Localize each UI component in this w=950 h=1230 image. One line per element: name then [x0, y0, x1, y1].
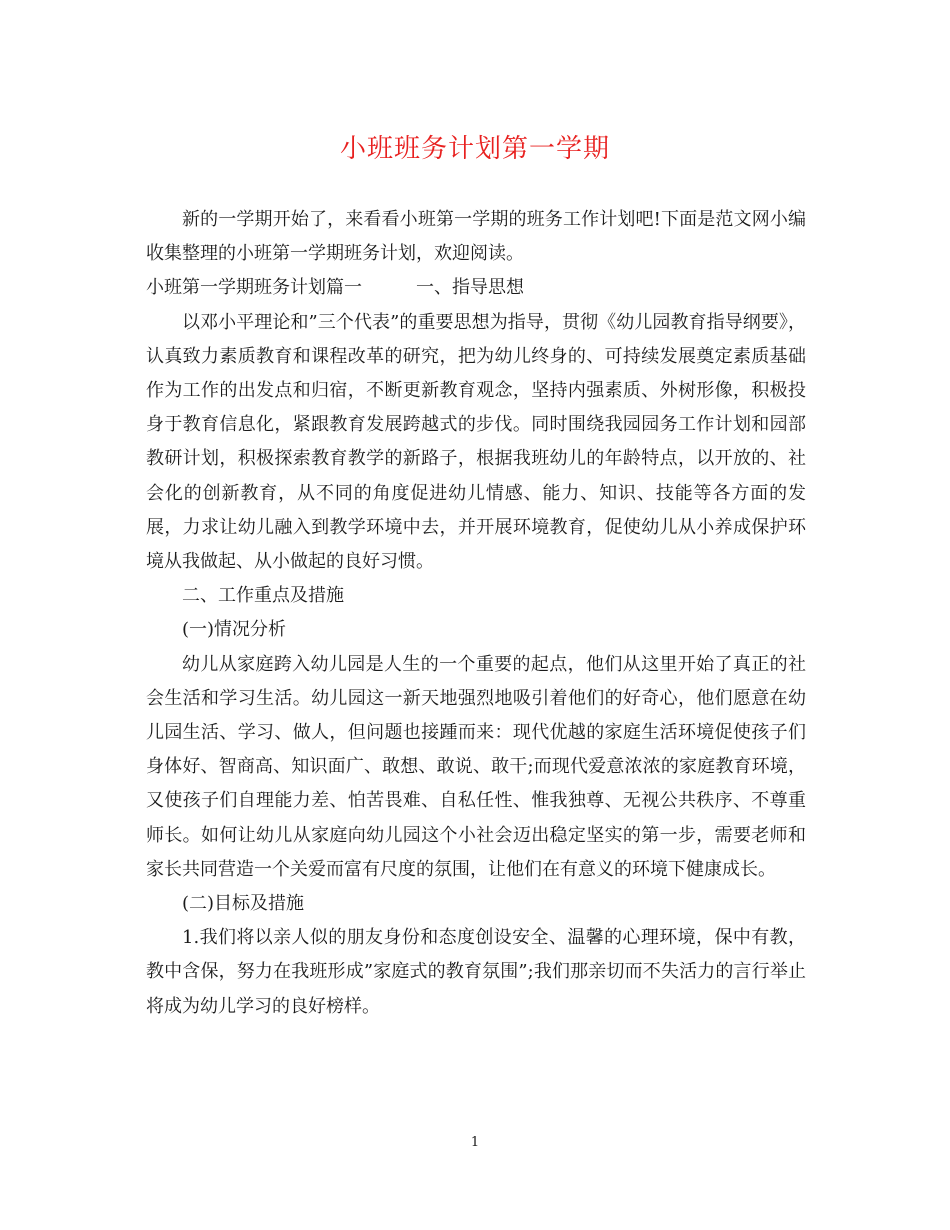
subheading-situation-analysis: (一)情况分析 [182, 619, 287, 641]
guiding-ideology-paragraph: 以邓小平理论和”三个代表”的重要思想为指导，贯彻《幼儿园教育指导纲要》，认真致力素质教育和课程改革的研究，把为幼儿终身的、可持续发展奠定素质基础作为工作的出发点和归宿，不断更新教育观念，坚持内强素质、外树形像，积极投身于教育信息化，紧跟教育发展跨越式的步伐。同时围绕我园园务工作计划和园部教研计划，积极探索教育教学的新路子，根据我班幼儿的年龄特点，以开放的、社会化的创新教育，从不同的角度促进幼儿情感、能力、知识、技能等各方面的发展，力求让幼儿融入到教学环境中去，并开展环境教育，促使幼儿从小养成保护环境从我做起、从小做起的良好习惯。 [146, 311, 806, 573]
page-number: 1 [470, 1135, 480, 1150]
document-title: 小班班务计划第一学期 [339, 134, 610, 164]
intro-paragraph: 新的一学期开始了，来看看小班第一学期的班务工作计划吧!下面是范文网小编收集整理的小班第一学期班务计划，欢迎阅读。 [146, 209, 806, 265]
document-body [146, 203, 806, 1024]
section-heading-guiding-ideology: 小班第一学期班务计划篇一 一、指导思想 [146, 277, 524, 299]
subheading-goals-measures: (二)目标及措施 [182, 893, 305, 915]
situation-analysis-paragraph: 幼儿从家庭跨入幼儿园是人生的一个重要的起点，他们从这里开始了真正的社会生活和学习生活。幼儿园这一新天地强烈地吸引着他们的好奇心，他们愿意在幼儿园生活、学习、做人，但问题也接踵而来：现代优越的家庭生活环境促使孩子们身体好、智商高、知识面广、敢想、敢说、敢干;而现代爱意浓浓的家庭教育环境，又使孩子们自理能力差、怕苦畏难、自私任性、惟我独尊、无视公共秩序、不尊重师长。如何让幼儿从家庭向幼儿园这个小社会迈出稳定坚实的第一步，需要老师和家长共同营造一个关爱而富有尺度的氛围，让他们在有意义的环境下健康成长。 [146, 653, 806, 880]
goals-item-1-paragraph: 1.我们将以亲人似的朋友身份和态度创设安全、温馨的心理环境，保中有教，教中含保，努力在我班形成”家庭式的教育氛围”;我们那亲切而不失活力的言行举止将成为幼儿学习的良好榜样。 [146, 927, 806, 1017]
section-heading-work-focus: 二、工作重点及措施 [182, 585, 344, 607]
